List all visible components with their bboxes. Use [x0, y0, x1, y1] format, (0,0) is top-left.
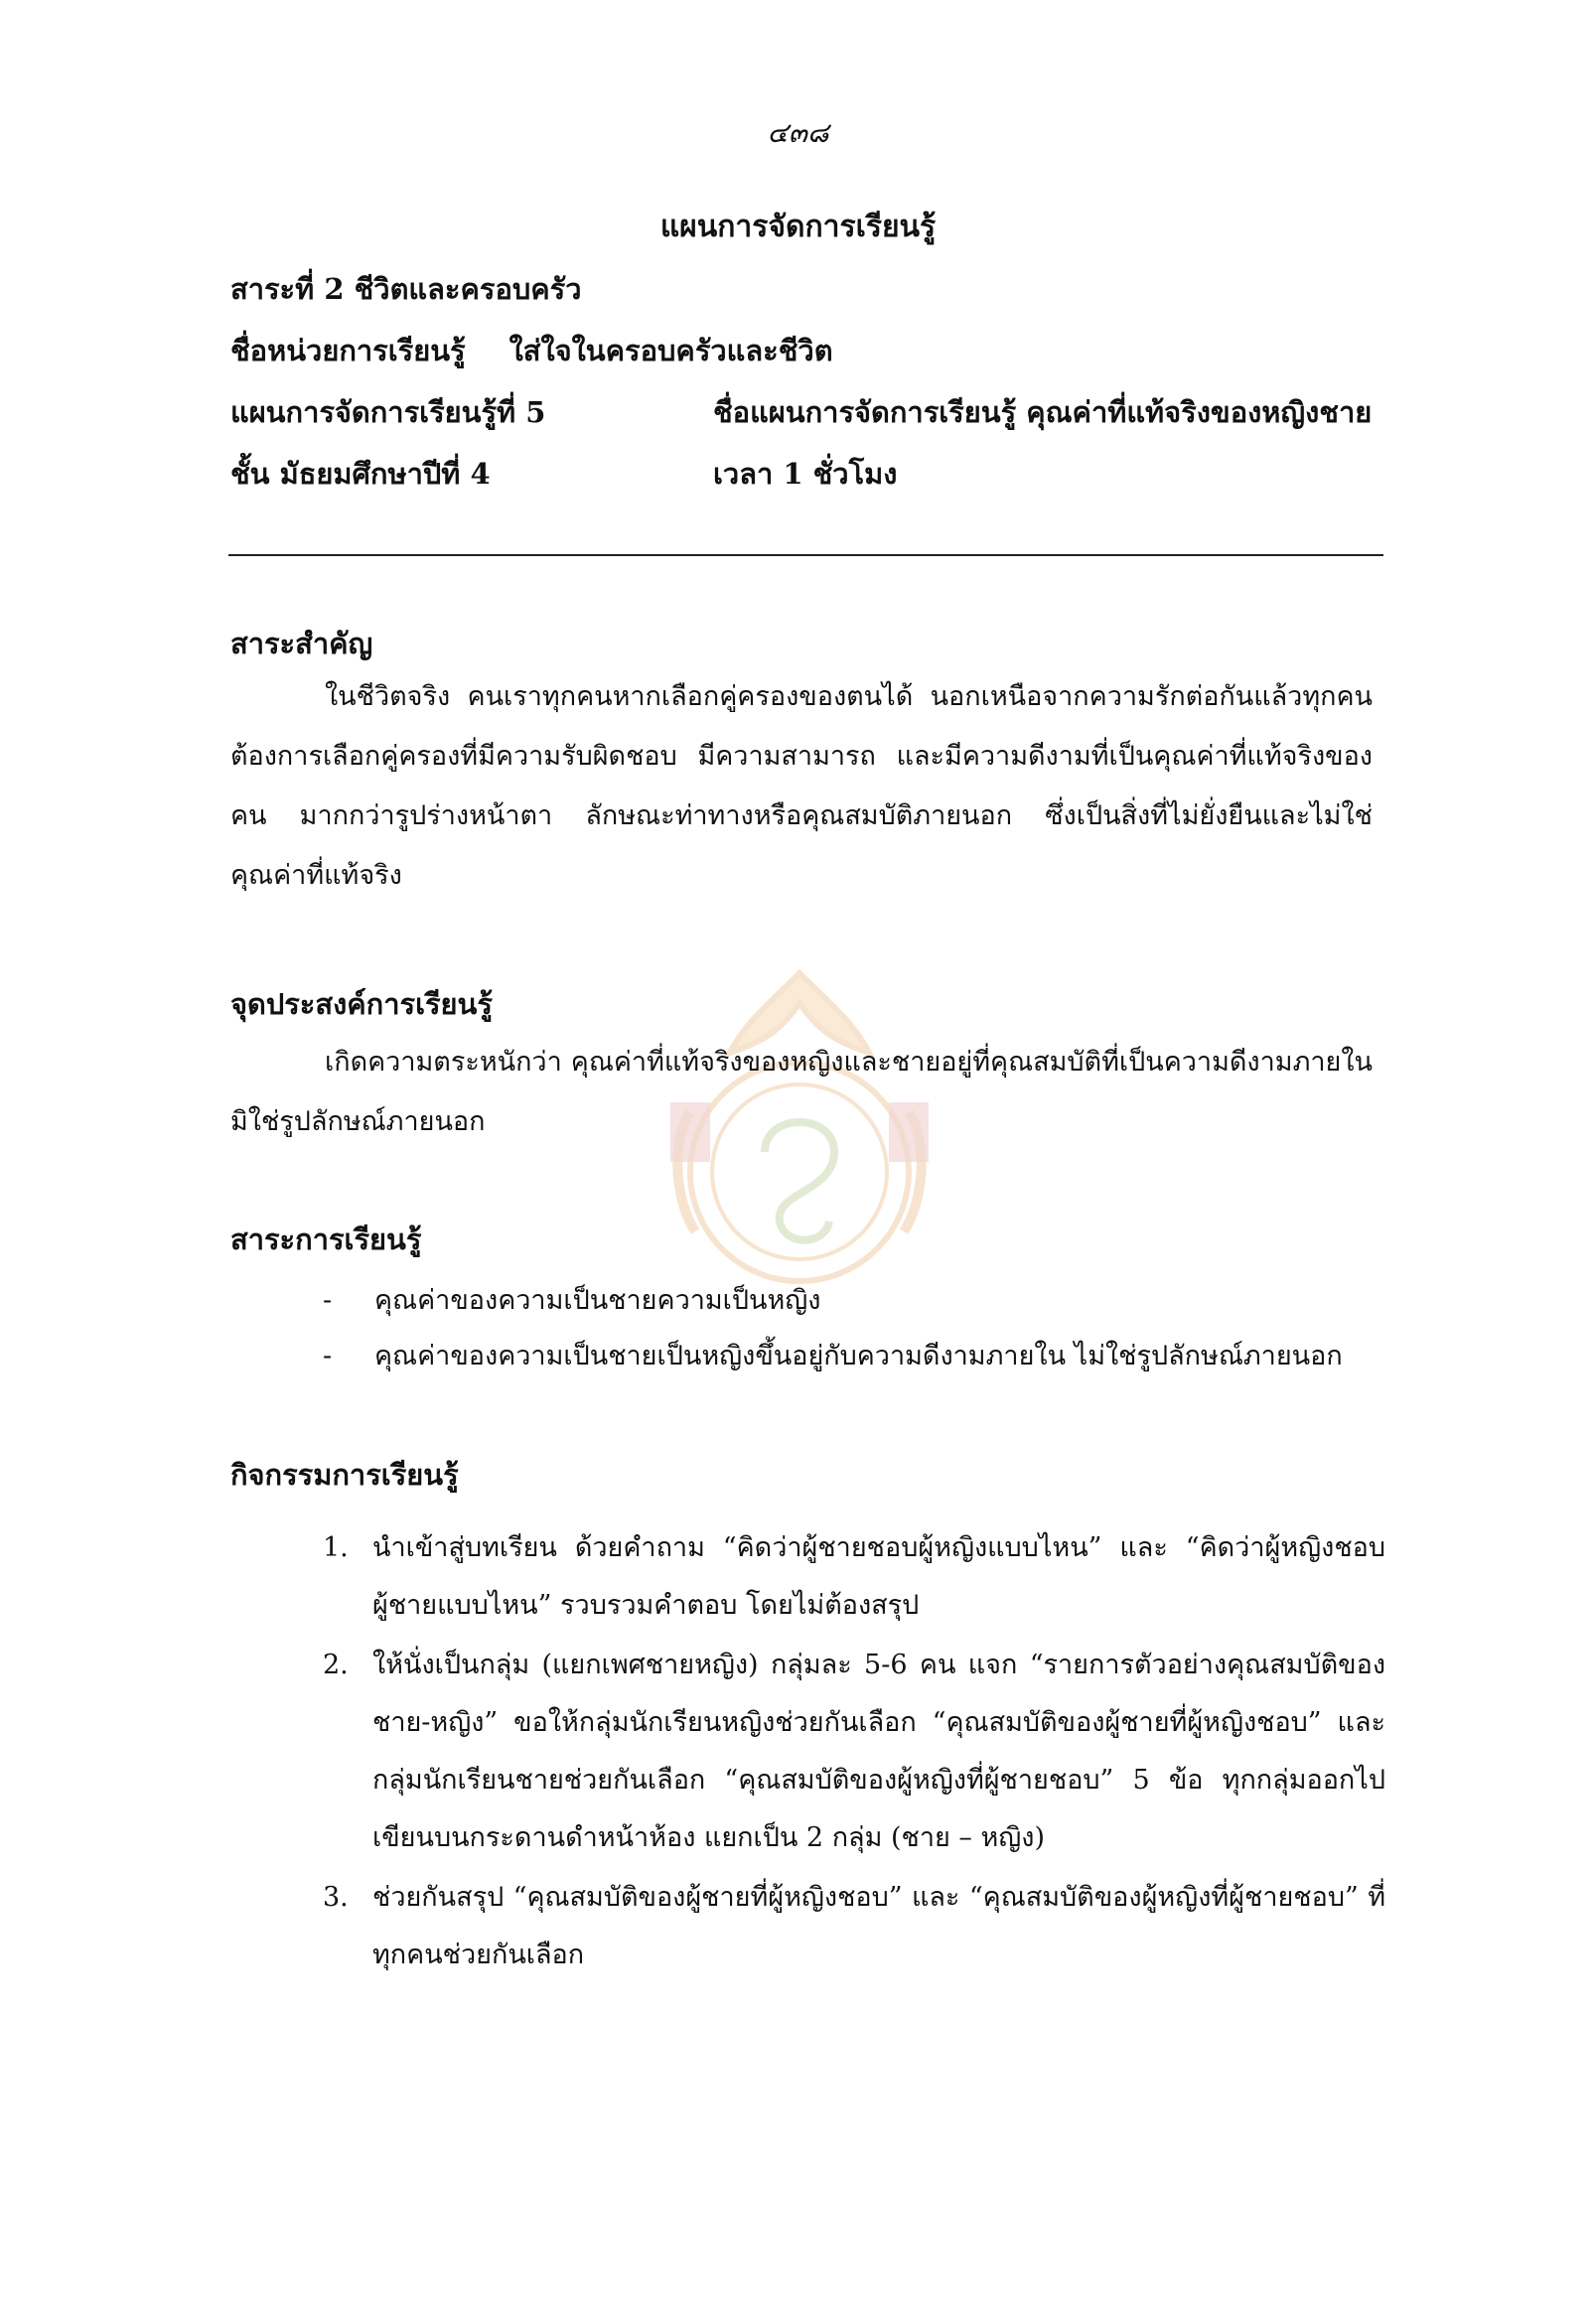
- dash-bullet: -: [323, 1341, 333, 1371]
- document-title: แผนการจัดการเรียนรู้: [659, 210, 937, 244]
- objective-paragraph: [230, 1033, 1373, 1152]
- unit-label: ชื่อหน่วยการเรียนรู้: [230, 334, 466, 367]
- grade-line: ชั้น มัธยมศึกษาปีที่ 4: [230, 457, 491, 491]
- header-divider: [228, 554, 1383, 556]
- list-item: [323, 1869, 1385, 1984]
- essence-heading: สาระสำคัญ: [230, 627, 373, 660]
- item-number: 1.: [323, 1532, 349, 1563]
- content-heading: สาระการเรียนรู้: [230, 1223, 422, 1256]
- plan-name: ชื่อแผนการจัดการเรียนรู้ คุณค่าที่แท้จริงของหญิงชาย: [713, 395, 1373, 429]
- essence-text: ในชีวิตจริง คนเราทุกคนหากเลือกคู่ครองของตนได้ นอกเหนือจากความรักต่อกันแล้วทุกคนต้องการเลือกคู่ครองที่มีความรับผิดชอบ มีความสามารถ และมีความดีงามที่เป็นคุณค่าที่แท้จริงของคน มากกว่ารูปร่างหน้าตา ลักษณะท่าทางหรือคุณสมบัติภายนอก ซึ่งเป็นสิ่งที่ไม่ยั่งยืนและไม่ใช่คุณค่าที่แท้จริง: [230, 681, 1373, 891]
- content-item-text: คุณค่าของความเป็นชายเป็นหญิงขึ้นอยู่กับความดีงามภายใน ไม่ใช่รูปลักษณ์ภายนอก: [374, 1341, 1343, 1371]
- list-item: [323, 1273, 1385, 1329]
- list-item: [323, 1519, 1385, 1635]
- unit-name: ใส่ใจในครอบครัวและชีวิต: [508, 334, 833, 367]
- page-number: ๔๓๘: [767, 116, 829, 149]
- activity-text: ช่วยกันสรุป “คุณสมบัติของผู้ชายที่ผู้หญิงชอบ” และ “คุณสมบัติของผู้หญิงที่ผู้ชายชอบ” ที่ทุกคนช่วยกันเลือก: [372, 1882, 1385, 1970]
- objective-heading: จุดประสงค์การเรียนรู้: [230, 987, 493, 1021]
- objective-text: เกิดความตระหนักว่า คุณค่าที่แท้จริงของหญิงและชายอยู่ที่คุณสมบัติที่เป็นความดีงามภายในมิใช่รูปลักษณ์ภายนอก: [230, 1047, 1373, 1137]
- list-item: [323, 1329, 1385, 1384]
- activity-text: นำเข้าสู่บทเรียน ด้วยคำถาม “คิดว่าผู้ชายชอบผู้หญิงแบบไหน” และ “คิดว่าผู้หญิงชอบผู้ชายแบบไหน” รวบรวมคำตอบ โดยไม่ต้องสรุป: [372, 1532, 1385, 1621]
- plan-number: แผนการจัดการเรียนรู้ที่ 5: [230, 395, 546, 429]
- unit-line: [230, 328, 833, 373]
- dash-bullet: -: [323, 1285, 333, 1316]
- essence-paragraph: [230, 667, 1373, 906]
- activity-text: ให้นั่งเป็นกลุ่ม (แยกเพศชายหญิง) กลุ่มละ 5-6 คน แจก “รายการตัวอย่างคุณสมบัติของชาย-หญิง” ขอให้กลุ่มนักเรียนหญิงช่วยกันเลือก “คุณสมบัติของผู้ชายที่ผู้หญิงชอบ” และกลุ่มนักเรียนชายช่วยกันเลือก “คุณสมบัติของผู้หญิงที่ผู้ชายชอบ” 5 ข้อ ทุกกลุ่มออกไปเขียนบนกระดานดำหน้าห้อง แยกเป็น 2 กลุ่ม (ชาย – หญิง): [372, 1650, 1385, 1853]
- subject-line: สาระที่ 2 ชีวิตและครอบครัว: [230, 272, 582, 306]
- item-number: 3.: [323, 1882, 349, 1913]
- activities-list: [323, 1519, 1385, 1986]
- list-item: [323, 1637, 1385, 1867]
- content-list: [323, 1273, 1385, 1384]
- time-line: เวลา 1 ชั่วโมง: [713, 457, 898, 491]
- content-item-text: คุณค่าของความเป็นชายความเป็นหญิง: [374, 1285, 821, 1316]
- activities-heading: กิจกรรมการเรียนรู้: [230, 1458, 459, 1492]
- item-number: 2.: [323, 1650, 349, 1680]
